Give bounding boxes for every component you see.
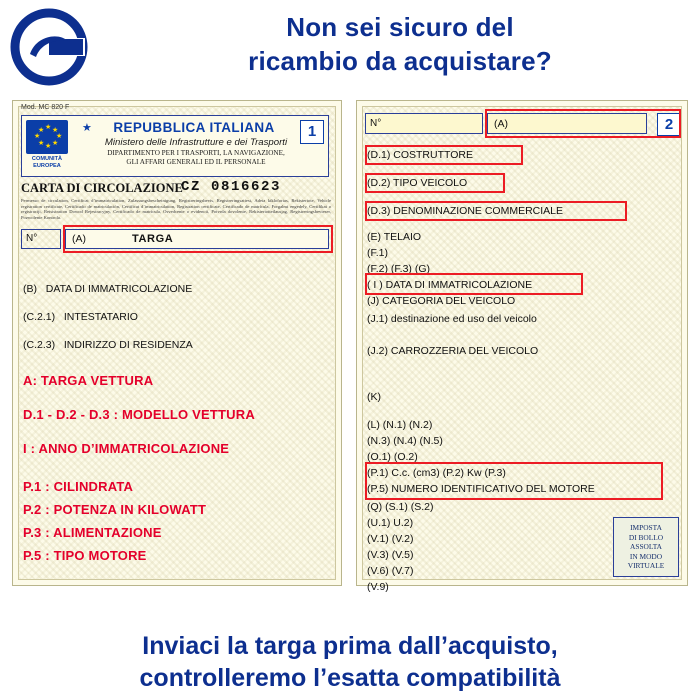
footer-cta — [0, 630, 700, 694]
department-line-2: GLI AFFARI GENERALI ED IL PERSONALE — [126, 158, 266, 166]
row-d3: (D.3) DENOMINAZIONE COMMERCIALE — [367, 205, 564, 217]
legend-item-targa: A: TARGA VETTURA — [23, 373, 154, 388]
field-c23-label: INDIRIZZO DI RESIDENZA — [63, 339, 193, 351]
row-u1: (U.1) U.2) — [367, 517, 414, 529]
footer-line-1: Inviaci la targa prima dall’acquisto, — [142, 632, 558, 660]
headline-line-1: Non sei sicuro del — [286, 12, 514, 42]
row-f1: (F.1) — [367, 247, 388, 259]
carta-number: CZ 0816623 — [181, 179, 282, 195]
row-v3b: (V.6) (V.7) — [367, 565, 414, 577]
row-v1: (V.1) (V.2) — [367, 533, 414, 545]
legend-item-modello: D.1 - D.2 - D.3 : MODELLO VETTURA — [23, 407, 255, 422]
row-n3: (N.3) (N.4) (N.5) — [367, 435, 443, 447]
field-b — [23, 283, 192, 295]
row-j2: (J.2) CARROZZERIA DEL VEICOLO — [367, 345, 539, 357]
row-q: (Q) (S.1) (S.2) — [367, 501, 434, 513]
vehicle-registration-page-2 — [356, 100, 688, 593]
eu-label — [22, 156, 72, 170]
targa-value: TARGA — [132, 233, 174, 245]
row-j: (J) CATEGORIA DEL VEICOLO — [367, 295, 516, 307]
field-c21-label: INTESTATARIO — [63, 311, 138, 323]
stamp-line-5: VIRTUALE — [627, 561, 665, 571]
row-p5: (P.5) NUMERO IDENTIFICATIVO DEL MOTORE — [367, 483, 595, 495]
field-b-code: (B) — [23, 283, 37, 295]
row-d1: (D.1) COSTRUTTORE — [367, 149, 473, 161]
row-l: (L) (N.1) (N.2) — [367, 419, 433, 431]
legend-item-tipo-motore: P.5 : TIPO MOTORE — [23, 548, 147, 563]
row-j1: (J.1) destinazione ed uso del veicolo — [367, 313, 537, 325]
carta-di-circolazione-title: CARTA DI CIRCOLAZIONE — [21, 181, 183, 195]
field-c23 — [23, 339, 193, 351]
republic-title: REPUBBLICA ITALIANA — [113, 120, 275, 135]
ministry-name: Ministero delle Infrastrutture e dei Trasporti — [104, 137, 288, 148]
row-e: (E) TELAIO — [367, 231, 422, 243]
row-k: (K) — [367, 391, 381, 403]
stamp-line-4: IN MODO — [629, 551, 663, 561]
row-v3: (V.3) (V.5) — [367, 549, 414, 561]
stamp-line-3: ASSOLTA — [630, 542, 662, 552]
department-name — [78, 149, 314, 167]
legend-item-alimentazione: P.3 : ALIMENTAZIONE — [23, 525, 162, 540]
legend-item-cilindrata: P.1 : CILINDRATA — [23, 479, 134, 494]
legend-item-anno: I : ANNO D’IMMATRICOLAZIONE — [23, 441, 230, 456]
field-c23-code: (C.2.3) — [23, 339, 56, 351]
row-f2: (F.2) (F.3) (G) — [367, 263, 430, 275]
row-d2: (D.2) TIPO VEICOLO — [367, 177, 468, 189]
row-i: ( I ) DATA DI IMMATRICOLAZIONE — [367, 279, 533, 291]
field-c21 — [23, 311, 138, 323]
legend-item-potenza: P.2 : POTENZA IN KILOWATT — [23, 502, 207, 517]
department-line-1: DIPARTIMENTO PER I TRASPORTI, LA NAVIGAZIONE, — [107, 149, 285, 157]
targa-row — [65, 229, 329, 249]
tax-stamp — [613, 517, 679, 577]
multilingual-microtext: Permesso de circulation, Certificat d’immatriculation, Zulassungsbescheinigung, Registreringsbevis, Registreringsattest, Adeia kikloforias, Rekisteriote, Vehicle registration certificate, Certificado de matriculación, Certificat d’immatriculation, Registration certificate, Certificado de matrícula, Forgalmi engedely, Certifikat o registraciji, Reisistration Dowod Rejestracyjny, Certificado de matrícula, Osvedcenie o evidencii, Potvrda dovolenie, Rekisteriotteilausjag, Registreringsbevieser, Pozwolenie Kontrola. — [21, 198, 331, 220]
n-field-left: N° — [21, 229, 61, 249]
a-field-right: (A) — [487, 113, 647, 134]
field-b-label: DATA DI IMMATRICOLAZIONE — [45, 283, 193, 295]
row-o1: (O.1) (O.2) — [367, 451, 418, 463]
headline-line-2: ricambio da acquistare? — [248, 46, 552, 76]
targa-code: (A) — [72, 233, 86, 245]
eu-label-line-2: EUROPEA — [33, 163, 61, 169]
brand-logo-icon — [10, 8, 88, 86]
stamp-line-1: IMPOSTA — [630, 523, 662, 532]
page-number-left: 1 — [300, 120, 324, 144]
field-c21-code: (C.2.1) — [23, 311, 56, 323]
page-title — [110, 10, 690, 78]
document-header-block — [21, 115, 329, 177]
row-v3c: (V.9) — [367, 581, 389, 593]
footer-line-2: controlleremo l’esatta compatibilità — [139, 664, 561, 692]
mod-label: Mod. MC 820 F — [21, 104, 70, 111]
eu-flag-icon: ★ ★ ★ ★ ★ ★ ★ ★ — [26, 120, 68, 154]
stamp-line-2: DI BOLLO — [628, 532, 664, 542]
n-field-right: N° — [365, 113, 483, 134]
vehicle-registration-page-1 — [12, 100, 342, 586]
header — [0, 0, 700, 96]
row-p1: (P.1) C.c. (cm3) (P.2) Kw (P.3) — [367, 467, 506, 479]
eu-label-line-1: COMUNITÀ — [31, 156, 63, 162]
star-icon: ★ — [82, 122, 92, 134]
page-number-right: 2 — [657, 113, 681, 136]
